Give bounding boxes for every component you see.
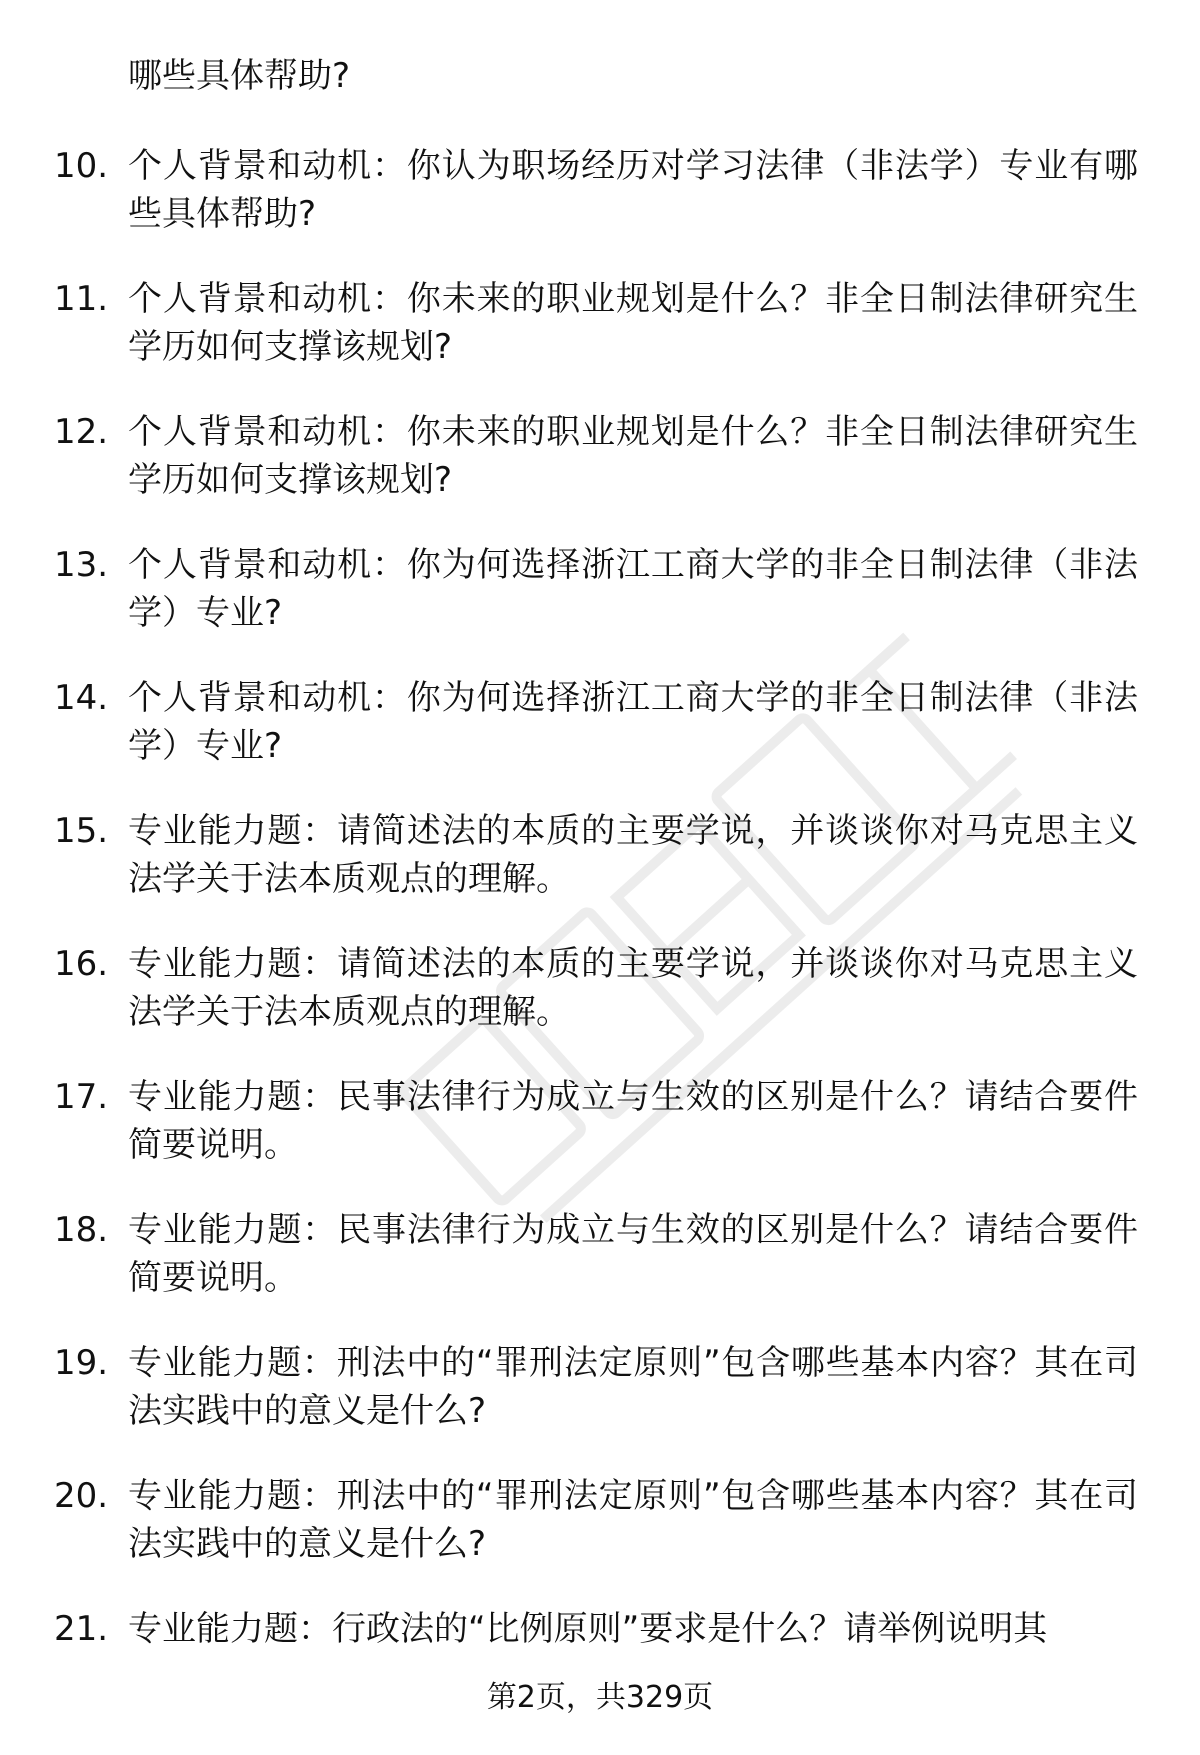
question-number: 14. — [54, 678, 109, 718]
question-item — [0, 142, 1200, 275]
question-number: 10. — [54, 146, 109, 186]
question-text: 专业能力题：刑法中的“罪刑法定原则”包含哪些基本内容？其在司法实践中的意义是什么? — [128, 1343, 1138, 1431]
question-text: 专业能力题：行政法的“比例原则”要求是什么？请举例说明其 — [128, 1609, 1048, 1649]
question-number: 11. — [54, 279, 109, 319]
question-item — [0, 408, 1200, 541]
question-number: 18. — [54, 1210, 109, 1250]
question-number: 19. — [54, 1343, 109, 1383]
question-item — [0, 1206, 1200, 1339]
continuation-text: 哪些具体帮助? — [128, 56, 351, 96]
question-text: 个人背景和动机：你认为职场经历对学习法律（非法学）专业有哪些具体帮助? — [128, 146, 1138, 234]
question-list — [0, 142, 1200, 1738]
question-text: 专业能力题：民事法律行为成立与生效的区别是什么？请结合要件简要说明。 — [128, 1210, 1138, 1298]
question-number: 15. — [54, 811, 109, 851]
question-item — [0, 541, 1200, 674]
question-item — [0, 1472, 1200, 1605]
question-number: 21. — [54, 1609, 109, 1649]
question-number: 16. — [54, 944, 109, 984]
question-text: 个人背景和动机：你未来的职业规划是什么？非全日制法律研究生学历如何支撑该规划? — [128, 412, 1138, 500]
question-text: 专业能力题：民事法律行为成立与生效的区别是什么？请结合要件简要说明。 — [128, 1077, 1138, 1165]
question-item — [0, 1605, 1200, 1738]
question-item — [0, 1339, 1200, 1472]
question-number: 12. — [54, 412, 109, 452]
question-text: 个人背景和动机：你未来的职业规划是什么？非全日制法律研究生学历如何支撑该规划? — [128, 279, 1138, 367]
question-number: 13. — [54, 545, 109, 585]
question-text: 专业能力题：请简述法的本质的主要学说，并谈谈你对马克思主义法学关于法本质观点的理解。 — [128, 944, 1138, 1032]
question-text: 个人背景和动机：你为何选择浙江工商大学的非全日制法律（非法学）专业? — [128, 545, 1138, 633]
question-number: 20. — [54, 1476, 109, 1516]
question-item — [0, 1073, 1200, 1206]
question-item — [0, 940, 1200, 1073]
question-text: 专业能力题：刑法中的“罪刑法定原则”包含哪些基本内容？其在司法实践中的意义是什么? — [128, 1476, 1138, 1564]
question-item — [0, 807, 1200, 940]
question-text: 专业能力题：请简述法的本质的主要学说，并谈谈你对马克思主义法学关于法本质观点的理解。 — [128, 811, 1138, 899]
question-item — [0, 275, 1200, 408]
question-text: 个人背景和动机：你为何选择浙江工商大学的非全日制法律（非法学）专业? — [128, 678, 1138, 766]
page-footer: 第2页，共329页 — [486, 1680, 714, 1715]
question-item — [0, 674, 1200, 807]
question-number: 17. — [54, 1077, 109, 1117]
